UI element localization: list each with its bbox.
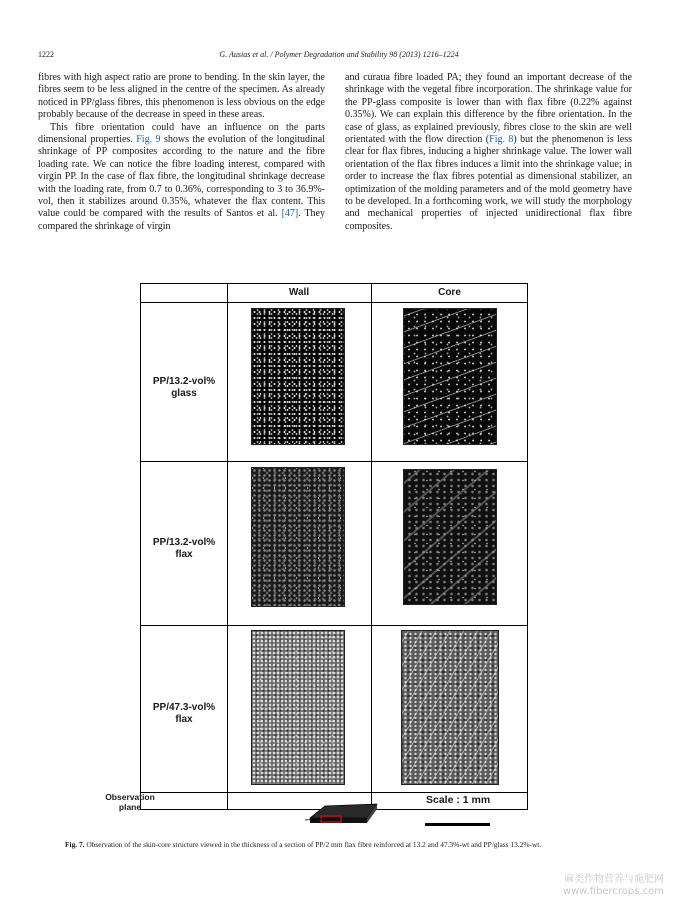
caption-tag: Fig. 7. bbox=[65, 840, 85, 849]
text-run: and curaua fibre loaded PA; they found an important decrease of the shrinkage with the vegetal fibre incorporation. The shrinkage value for the PP-glass composite is lower than with flax fibre (0.22% against 0.35%). We can explain this difference by the fibre orientation. In the case of glass, as explained previously, fibres close to the skin are well orientated with the flow direction ( bbox=[345, 72, 632, 146]
watermark bbox=[534, 874, 664, 898]
text-run: shows the evolution of the longitudinal shrinkage of PP composites according to the nature and the fibre loading rate. We can notice the fibre loading interest, compared with virgin PP. In the case of flax fibre, the longitudinal shrinkage decrease with the loading rate, from 0.7 to 0.36%, corresponding to 3 to 36.9%-vol, then it stabilizes around 0.35%, whatever the flax content. This value could be compared with the results of Santos et al. bbox=[38, 134, 326, 220]
page-header bbox=[38, 50, 640, 64]
micrograph-flax47-wall bbox=[251, 630, 345, 785]
right-text-column bbox=[345, 72, 632, 233]
scale-caption bbox=[426, 794, 526, 809]
page-number: 1222 bbox=[38, 50, 54, 59]
row-label-line: flax bbox=[175, 549, 193, 560]
observation-plane-label bbox=[100, 792, 160, 812]
journal-reference: G. Ausias et al. / Polymer Degradation and Stability 98 (2013) 1216–1224 bbox=[219, 50, 459, 59]
text-run: ) but the phenomenon is less clear for flax fibres, inducing a higher shrinkage value. The lower wall orientation of the flax fibres induces a limit into the shrinkage value; in order to increase the flax fibres potential as dimensional stabilizer, an optimization of the molding parameters and of the mold geometry have to be developed. In a forthcoming work, we will study the morphology and mechanical properties of injected unidirectional flax fibre composites. bbox=[345, 134, 632, 232]
row-label-line: glass bbox=[171, 388, 197, 399]
micrograph-flax47-core bbox=[401, 630, 499, 785]
micrograph-flax13-wall bbox=[251, 467, 345, 607]
paragraph: fibres with high aspect ratio are prone to bending. In the skin layer, the fibres seem to be less aligned in the centre of the specimen. As already noticed in PP/glass fibres, this phenomenon is less obvious on the edge probably because of the decrease in speed in these areas. bbox=[38, 72, 325, 121]
divider bbox=[141, 625, 527, 626]
text-run: . They compared the shrinkage of virgin bbox=[38, 208, 325, 232]
row-label-line: flax bbox=[175, 714, 193, 725]
figure-link[interactable]: Fig. 8 bbox=[489, 134, 514, 146]
citation-link[interactable]: [47] bbox=[281, 208, 299, 220]
watermark-line: www.fibercrops.com bbox=[562, 886, 664, 897]
micrograph-flax13-core bbox=[403, 469, 497, 605]
row-label-flax-47 bbox=[141, 702, 227, 726]
divider bbox=[141, 792, 527, 793]
figure-link[interactable]: Fig. 9 bbox=[136, 134, 161, 146]
figure-caption bbox=[65, 840, 625, 850]
divider bbox=[227, 284, 228, 809]
micrograph-glass-core bbox=[403, 308, 497, 445]
text-run: This fibre orientation could have an influence on the parts dimensional properties. bbox=[38, 121, 325, 146]
row-label-flax-13 bbox=[141, 537, 227, 561]
micrograph-glass-wall bbox=[251, 308, 345, 445]
row-label-line: PP/13.2-vol% bbox=[152, 376, 216, 387]
specimen-diagram bbox=[305, 796, 385, 826]
core-column-header: Core bbox=[438, 287, 461, 298]
scale-bar bbox=[425, 823, 490, 826]
paragraph bbox=[345, 72, 632, 233]
divider bbox=[371, 284, 372, 809]
row-label-glass bbox=[141, 376, 227, 400]
wall-column-header: Wall bbox=[288, 287, 310, 298]
watermark-line: 麻类作物营养与施肥网 bbox=[564, 874, 664, 885]
observation-label-line: plane bbox=[118, 802, 142, 812]
divider bbox=[141, 461, 527, 462]
specimen-top bbox=[310, 804, 377, 818]
observation-label-line: Observation bbox=[105, 792, 155, 802]
left-text-column bbox=[38, 72, 325, 233]
paragraph bbox=[38, 122, 325, 234]
row-label-line: PP/47.3-vol% bbox=[152, 702, 216, 713]
caption-text: Observation of the skin-core structure viewed in the thickness of a section of PP/2 mm flax fibre reinforced at 13.2 and 47.3%-wt and PP/glass 13.2%-wt. bbox=[84, 840, 542, 849]
micrograph-figure bbox=[140, 283, 528, 810]
divider bbox=[141, 302, 527, 303]
row-label-line: PP/13.2-vol% bbox=[152, 537, 216, 548]
scale-label: Scale : 1 mm bbox=[426, 794, 491, 806]
